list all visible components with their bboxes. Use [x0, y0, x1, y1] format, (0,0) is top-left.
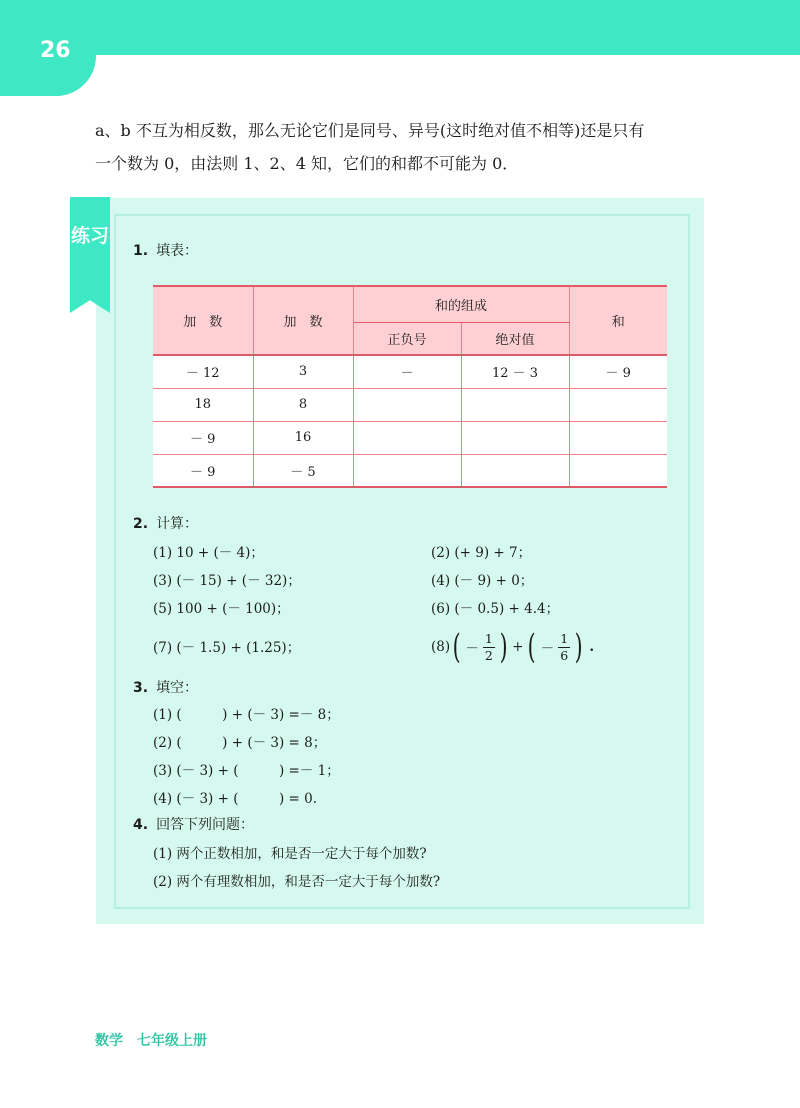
q2-item-8 [431, 625, 594, 669]
table-subheader-absolute-value: 绝对值 [461, 322, 569, 355]
q4-item-1: (1) 两个正数相加，和是否一定大于每个加数? [153, 846, 427, 862]
question-4-title: 回答下列问题： [156, 817, 255, 833]
table-row [153, 355, 667, 388]
table-header-sum-composition: 和的组成 [353, 286, 569, 322]
q3-item-1: (1) ( ) + (－ 3) =－ 8； [153, 707, 340, 723]
table-header-sum: 和 [569, 286, 667, 355]
intro-line-2: 一个数为 0，由法则 1、2、4 知，它们的和都不可能为 0． [95, 154, 519, 173]
q3-item-4: (4) (－ 3) + ( ) = 0. [153, 791, 318, 807]
fraction-1-denominator: 2 [484, 647, 493, 663]
table-cell-blank[interactable] [461, 388, 569, 421]
table-cell-blank[interactable] [461, 421, 569, 454]
table-row [153, 454, 667, 487]
table-row [153, 421, 667, 454]
table-cell: － [353, 355, 461, 388]
header-band [0, 0, 800, 55]
question-3-heading [133, 677, 198, 697]
end-period: . [589, 639, 595, 655]
footer-book-title: 数学 七年级上册 [95, 1033, 207, 1049]
fraction-2-denominator: 6 [560, 647, 569, 663]
table-cell-blank[interactable] [569, 454, 667, 487]
question-2-title: 计算： [156, 516, 199, 532]
table-cell: 18 [153, 388, 253, 421]
table-row [153, 388, 667, 421]
q4-item-2: (2) 两个有理数相加，和是否一定大于每个加数? [153, 874, 441, 890]
fill-table [153, 285, 667, 488]
q3-item-2: (2) ( ) + (－ 3) = 8； [153, 735, 327, 751]
question-2-number: 2. [133, 516, 149, 532]
table-cell: － 9 [153, 421, 253, 454]
intro-paragraph [95, 114, 735, 180]
q2-item-8-label: (8) [431, 639, 451, 655]
table-cell: － 12 [153, 355, 253, 388]
intro-line-1: a、b 不互为相反数，那么无论它们是同号、异号(这时绝对值不相等)还是只有 [95, 121, 645, 140]
fraction-2 [558, 631, 570, 664]
question-3-title: 填空： [156, 680, 199, 696]
table-cell: 8 [253, 388, 353, 421]
minus-sign: － [465, 641, 479, 657]
question-1-title: 填表： [156, 243, 199, 259]
q2-item-6: (6) (－ 0.5) + 4.4； [431, 601, 560, 617]
q2-item-1: (1) 10 + (－ 4)； [153, 545, 264, 561]
table-cell-blank[interactable] [569, 421, 667, 454]
table-cell: 16 [253, 421, 353, 454]
right-paren: ) [499, 627, 508, 667]
table-cell: － 9 [153, 454, 253, 487]
minus-sign: － [540, 641, 555, 657]
table-header-addend-1: 加 数 [153, 286, 253, 355]
exercise-ribbon-label: 练习 [70, 225, 109, 247]
table-cell-blank[interactable] [461, 454, 569, 487]
plus-sign: + [512, 639, 524, 655]
table-cell-blank[interactable] [569, 388, 667, 421]
table-cell: 3 [253, 355, 353, 388]
fraction-1-numerator: 1 [484, 630, 493, 646]
question-1-number: 1. [133, 243, 149, 259]
q3-item-3: (3) (－ 3) + ( ) =－ 1； [153, 763, 340, 779]
left-paren: ( [452, 627, 461, 667]
fraction-2-numerator: 1 [560, 630, 569, 646]
q2-item-2: (2) (+ 9) + 7； [431, 545, 532, 561]
question-4-heading [133, 814, 254, 834]
question-2-heading [133, 513, 198, 533]
question-1-heading [133, 240, 198, 260]
page-number: 26 [40, 38, 71, 63]
question-3-number: 3. [133, 680, 149, 696]
q2-item-3: (3) (－ 15) + (－ 32)； [153, 573, 301, 589]
q2-item-4: (4) (－ 9) + 0； [431, 573, 534, 589]
table-cell-blank[interactable] [353, 388, 461, 421]
q2-item-7: (7) (－ 1.5) + (1.25)； [153, 640, 301, 656]
exercise-ribbon [70, 197, 110, 313]
table-cell: － 5 [253, 454, 353, 487]
table-cell-blank[interactable] [353, 454, 461, 487]
table-header-addend-2: 加 数 [253, 286, 353, 355]
right-paren: ) [574, 627, 583, 667]
left-paren: ( [528, 627, 537, 667]
table-cell-blank[interactable] [353, 421, 461, 454]
q2-item-5: (5) 100 + (－ 100)； [153, 601, 290, 617]
table-subheader-sign: 正负号 [353, 322, 461, 355]
table-cell: 12 － 3 [461, 355, 569, 388]
table-cell: － 9 [569, 355, 667, 388]
fraction-1 [483, 631, 495, 664]
question-4-number: 4. [133, 817, 149, 833]
